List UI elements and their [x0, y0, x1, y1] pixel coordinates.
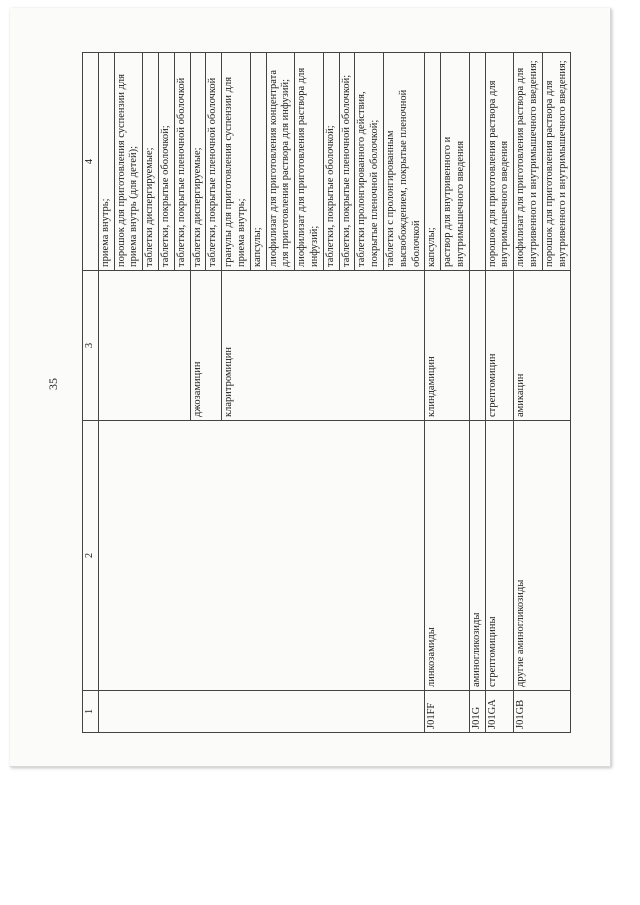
form-cell: капсулы; [425, 53, 441, 271]
code-cell [383, 691, 424, 733]
code-cell: J01GA [485, 691, 514, 733]
table-row [222, 53, 251, 733]
form-cell: приема внутрь; [98, 53, 114, 271]
code-cell [266, 691, 295, 733]
code-cell [339, 691, 355, 733]
table-row [441, 53, 470, 733]
drug-cell: клиндамицин [425, 271, 441, 421]
table-row [469, 53, 485, 733]
code-cell [250, 691, 266, 733]
code-cell [295, 691, 324, 733]
table-row [266, 53, 295, 733]
code-cell [355, 691, 384, 733]
code-cell: J01GB [514, 691, 543, 733]
header-col-2: 2 [83, 421, 99, 691]
group-cell: линкозамиды [425, 421, 441, 691]
code-cell [222, 691, 251, 733]
form-cell: порошок для приготовления раствора для внутривенного и внутримышечного введения; [542, 53, 571, 271]
form-cell: гранулы для приготовления суспензии для приема внутрь; [222, 53, 251, 271]
form-cell: лиофилизат для приготовления раствора для инфузий; [295, 53, 324, 271]
code-cell [323, 691, 339, 733]
form-cell: таблетки, покрытые пленочной оболочкой [174, 53, 190, 271]
group-cell [266, 421, 295, 691]
drug-cell: кларитромицин [222, 271, 251, 421]
table-row [143, 53, 159, 733]
table-row [174, 53, 190, 733]
drug-cell [158, 271, 174, 421]
scanned-page [10, 8, 611, 767]
drug-cell [383, 271, 424, 421]
table-row [355, 53, 384, 733]
drug-cell [295, 271, 324, 421]
group-cell: аминогликозиды [469, 421, 485, 691]
form-cell: капсулы; [250, 53, 266, 271]
form-cell [469, 53, 485, 271]
code-cell [174, 691, 190, 733]
drug-cell [266, 271, 295, 421]
table-row [250, 53, 266, 733]
group-cell [98, 421, 114, 691]
form-cell: таблетки, покрытые пленочной оболочкой; [339, 53, 355, 271]
drug-cell [114, 271, 143, 421]
drug-cell [542, 271, 571, 421]
code-cell [98, 691, 114, 733]
group-cell [250, 421, 266, 691]
group-cell [542, 421, 571, 691]
form-cell: таблетки пролонгированного действия, покрытые пленочной оболочкой; [355, 53, 384, 271]
group-cell [383, 421, 424, 691]
group-cell [190, 421, 206, 691]
group-cell [174, 421, 190, 691]
form-cell: таблетки, покрытые оболочкой; [323, 53, 339, 271]
table-row [114, 53, 143, 733]
drug-cell: стрептомицин [485, 271, 514, 421]
group-cell [206, 421, 222, 691]
table-row [485, 53, 514, 733]
table-row [339, 53, 355, 733]
page-number: 35 [46, 378, 60, 390]
table-row [295, 53, 324, 733]
table-row [98, 53, 114, 733]
table-header-row [83, 53, 99, 733]
form-cell: таблетки с пролонгированным высвобождением, покрытые пленочной оболочкой [383, 53, 424, 271]
drug-table [82, 52, 571, 733]
form-cell: таблетки, покрытые оболочкой; [158, 53, 174, 271]
code-cell: J01G [469, 691, 485, 733]
form-cell: раствор для внутривенного и внутримышечного введения [441, 53, 470, 271]
group-cell [355, 421, 384, 691]
code-cell [542, 691, 571, 733]
code-cell [143, 691, 159, 733]
table-row [206, 53, 222, 733]
drug-cell [323, 271, 339, 421]
form-cell: порошок для приготовления раствора для внутримышечного введения [485, 53, 514, 271]
drug-cell [469, 271, 485, 421]
drug-cell [206, 271, 222, 421]
form-cell: таблетки диспергируемые; [190, 53, 206, 271]
group-cell [143, 421, 159, 691]
group-cell [323, 421, 339, 691]
table-row [190, 53, 206, 733]
form-cell: порошок для приготовления суспензии для приема внутрь (для детей); [114, 53, 143, 271]
drug-cell: амикацин [514, 271, 543, 421]
code-cell [441, 691, 470, 733]
drug-cell [355, 271, 384, 421]
code-cell [206, 691, 222, 733]
drug-cell [143, 271, 159, 421]
group-cell [295, 421, 324, 691]
code-cell: J01FF [425, 691, 441, 733]
group-cell [114, 421, 143, 691]
table-row [542, 53, 571, 733]
header-col-3: 3 [83, 271, 99, 421]
form-cell: лиофилизат для приготовления концентрата для приготовления раствора для инфузий; [266, 53, 295, 271]
group-cell [222, 421, 251, 691]
header-col-4: 4 [83, 53, 99, 271]
group-cell: стрептомицины [485, 421, 514, 691]
rotated-table-wrapper [82, 53, 571, 733]
group-cell [158, 421, 174, 691]
table-row [514, 53, 543, 733]
form-cell: лиофилизат для приготовления раствора для внутривенного и внутримышечного введения; [514, 53, 543, 271]
header-col-1: 1 [83, 691, 99, 733]
table-row [383, 53, 424, 733]
group-cell [339, 421, 355, 691]
code-cell [190, 691, 206, 733]
form-cell: таблетки диспергируемые; [143, 53, 159, 271]
drug-cell [441, 271, 470, 421]
drug-cell [339, 271, 355, 421]
drug-cell [98, 271, 114, 421]
table-row [323, 53, 339, 733]
drug-cell: джозамицин [190, 271, 206, 421]
code-cell [114, 691, 143, 733]
drug-cell [174, 271, 190, 421]
table-row [425, 53, 441, 733]
drug-cell [250, 271, 266, 421]
table-row [158, 53, 174, 733]
group-cell: другие аминогликозиды [514, 421, 543, 691]
form-cell: таблетки, покрытые пленочной оболочкой [206, 53, 222, 271]
group-cell [441, 421, 470, 691]
code-cell [158, 691, 174, 733]
